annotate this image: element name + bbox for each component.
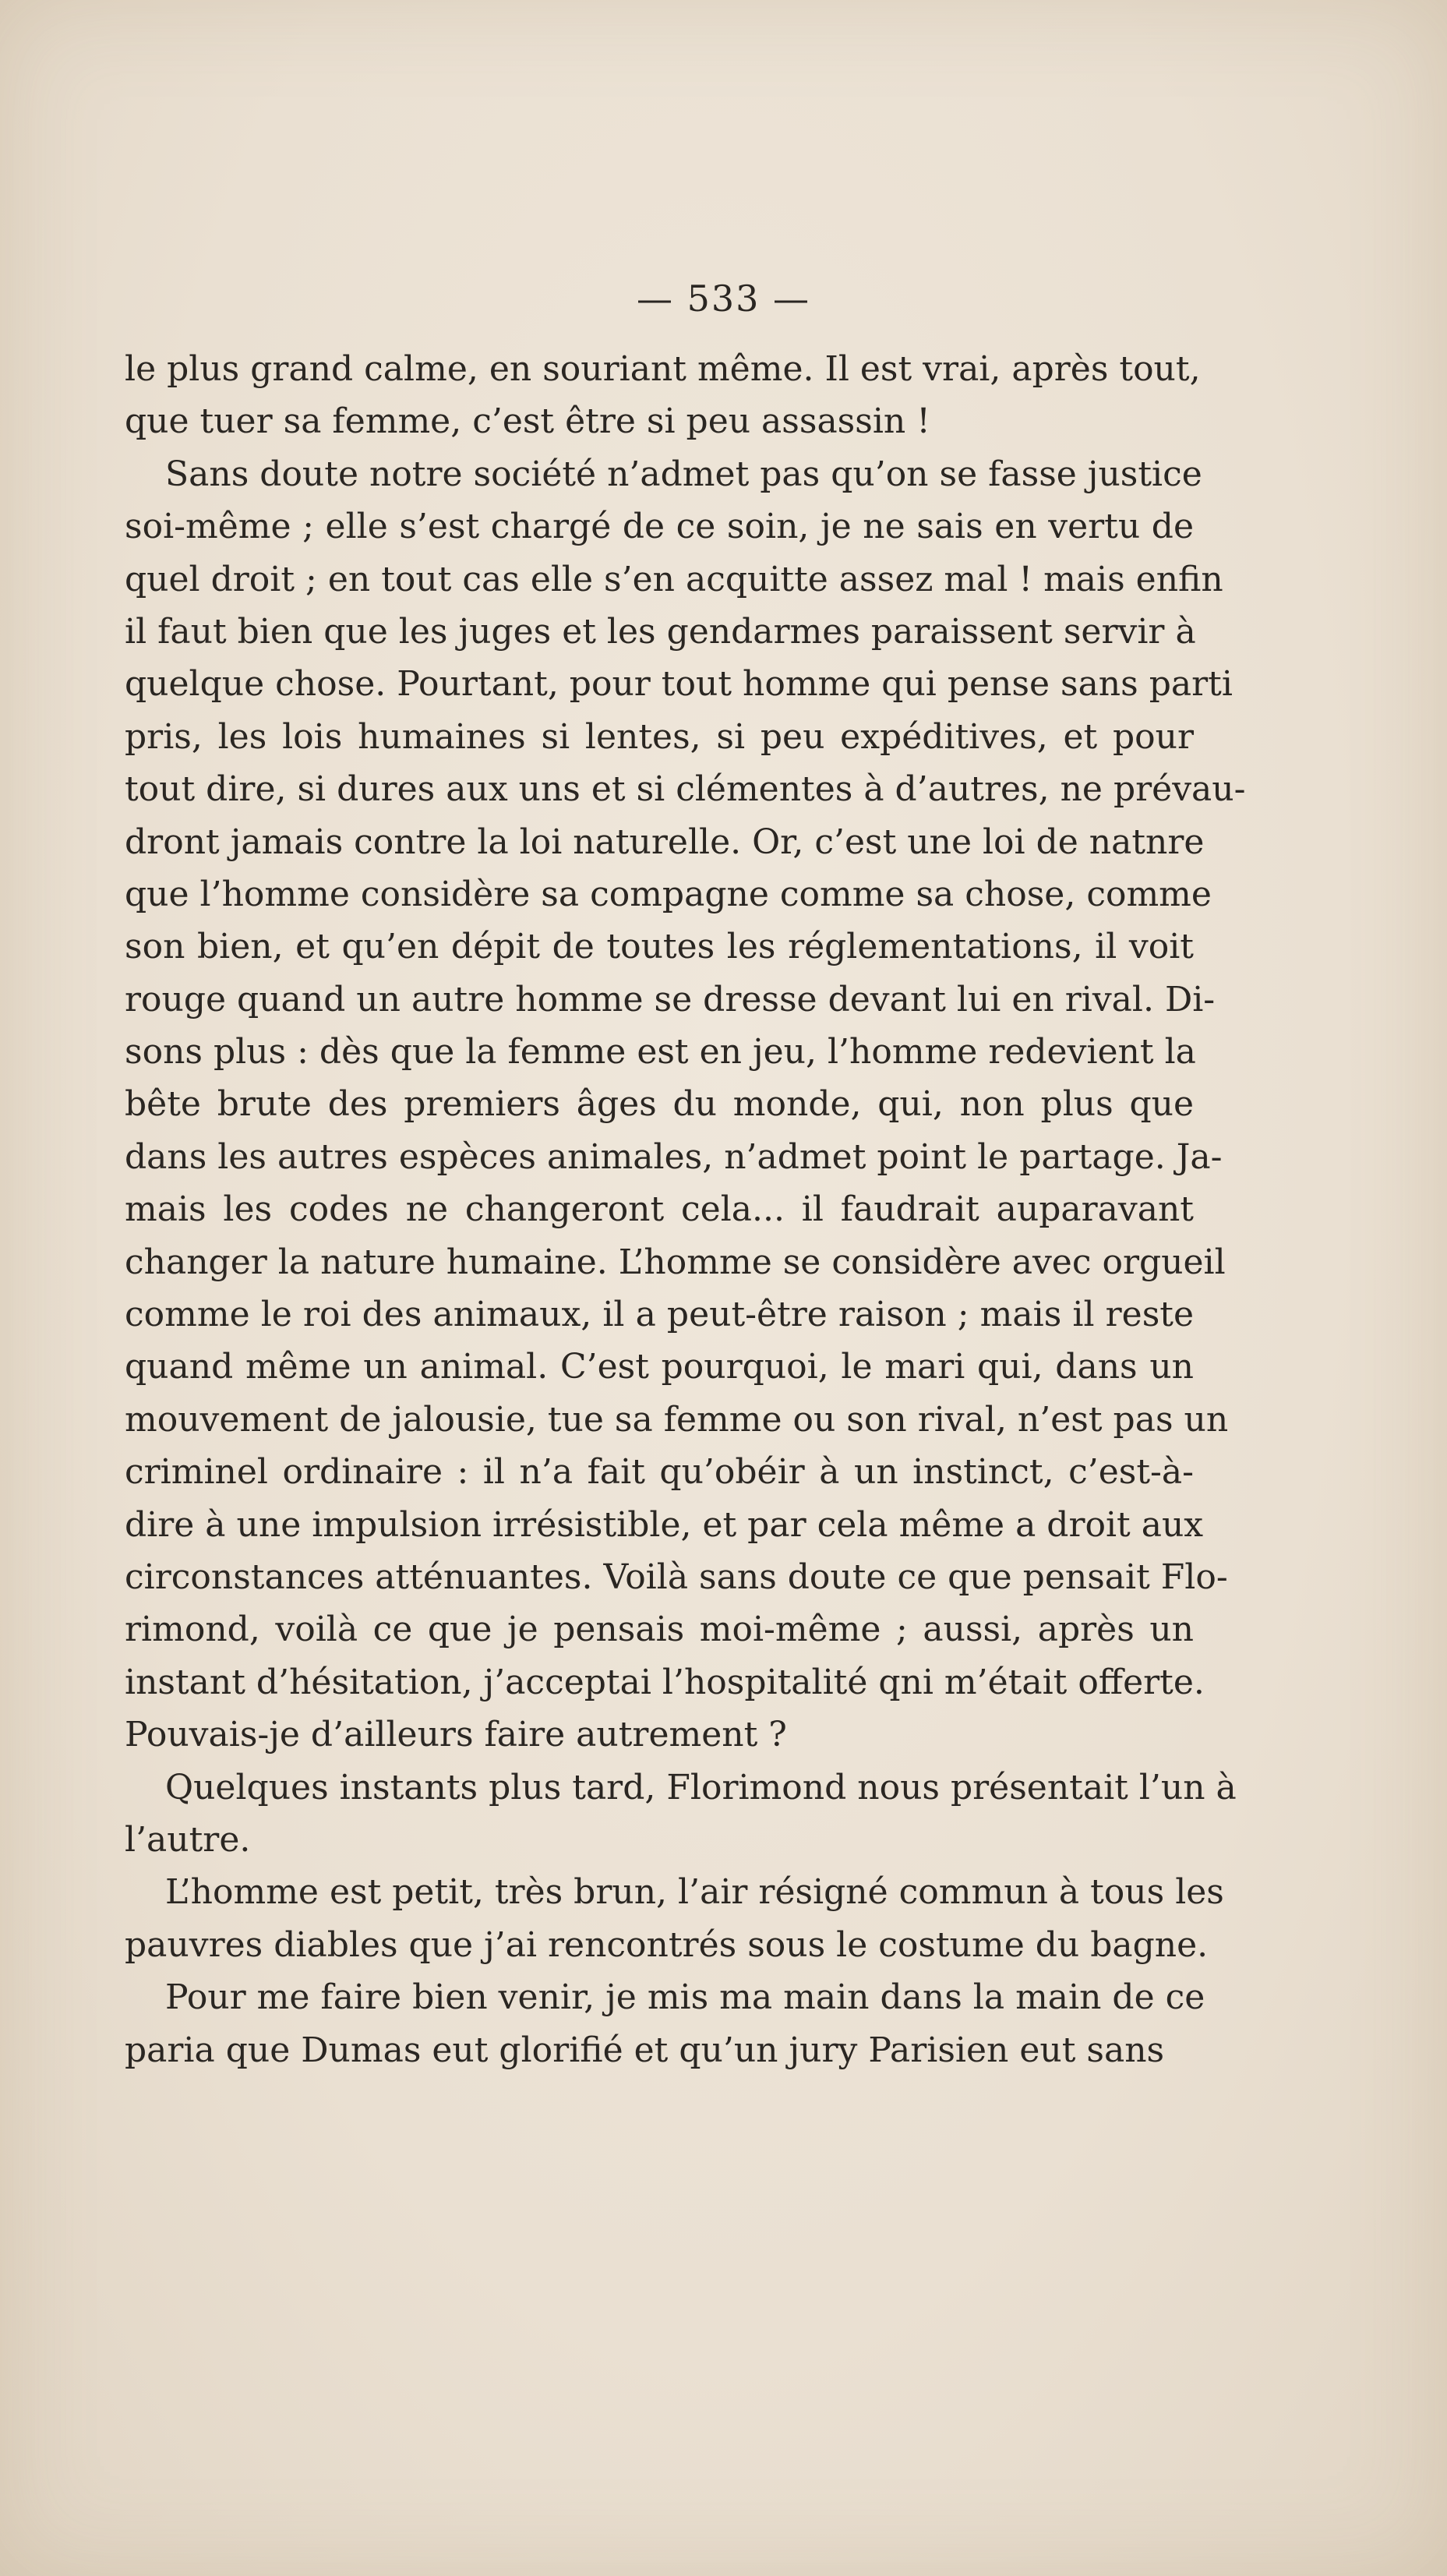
- text-line: il faut bien que les juges et les gendarmes paraissent servir à: [125, 611, 1196, 652]
- text-line: L’homme est petit, très brun, l’air résigné commun à tous les: [165, 1872, 1224, 1913]
- paragraph: [125, 1762, 1237, 1867]
- text-line: Quelques instants plus tard, Florimond nous présentait l’un à: [165, 1767, 1237, 1807]
- text-line: tout dire, si dures aux uns et si clémentes à d’autres, ne prévau-: [125, 769, 1246, 810]
- paragraph: [125, 1971, 1205, 2076]
- text-line: rouge quand un autre homme se dresse devant lui en rival. Di-: [125, 979, 1216, 1019]
- text-line: changer la nature humaine. L’homme se considère avec orgueil: [125, 1242, 1226, 1282]
- text-line: Pouvais-je d’ailleurs faire autrement ?: [125, 1715, 787, 1755]
- text-line: dire à une impulsion irrésistible, et par cela même a droit aux: [125, 1504, 1204, 1545]
- page-number: — 533 —: [636, 277, 811, 320]
- text-line: criminel ordinaire : il n’a fait qu’obéir à un instinct, c’est-à-: [125, 1452, 1194, 1493]
- text-line: bête brute des premiers âges du monde, qui, non plus que: [125, 1084, 1194, 1125]
- text-line: soi-même ; elle s’est chargé de ce soin, je ne sais en vertu de: [125, 507, 1194, 547]
- text-line: comme le roi des animaux, il a peut-être raison ; mais il reste: [125, 1295, 1194, 1335]
- paragraph: [125, 448, 1246, 1762]
- text-line: Sans doute notre société n’admet pas qu’on se fasse justice: [165, 454, 1202, 494]
- text-line: mouvement de jalousie, tue sa femme ou son rival, n’est pas un: [125, 1399, 1229, 1440]
- text-line: le plus grand calme, en souriant même. Il est vrai, après tout,: [125, 349, 1201, 389]
- text-line: rimond, voilà ce que je pensais moi-même ; aussi, après un: [125, 1610, 1194, 1650]
- paragraph: [125, 1866, 1224, 1971]
- text-line: quelque chose. Pourtant, pour tout homme qui pense sans parti: [125, 664, 1233, 705]
- text-line: sons plus : dès que la femme est en jeu, l’homme redevient la: [125, 1032, 1196, 1072]
- text-line: que l’homme considère sa compagne comme sa chose, comme: [125, 874, 1212, 914]
- paragraph: [125, 343, 1201, 448]
- text-line: pris, les lois humaines si lentes, si peu expéditives, et pour: [125, 716, 1194, 757]
- text-line: que tuer sa femme, c’est être si peu assassin !: [125, 401, 930, 442]
- body-text: [125, 343, 1246, 2076]
- text-line: mais les codes ne changeront cela... il faudrait auparavant: [125, 1189, 1194, 1230]
- text-line: Pour me faire bien venir, je mis ma main dans la main de ce: [165, 1977, 1205, 2018]
- text-line: circonstances atténuantes. Voilà sans doute ce que pensait Flo-: [125, 1557, 1228, 1597]
- text-line: son bien, et qu’en dépit de toutes les réglementations, il voit: [125, 927, 1194, 967]
- text-line: quand même un animal. C’est pourquoi, le mari qui, dans un: [125, 1347, 1194, 1387]
- text-line: quel droit ; en tout cas elle s’en acquitte assez mal ! mais enfin: [125, 559, 1223, 599]
- text-line: dront jamais contre la loi naturelle. Or, c’est une loi de natnre: [125, 822, 1205, 862]
- text-line: paria que Dumas eut glorifié et qu’un jury Parisien eut sans: [125, 2030, 1165, 2070]
- text-line: instant d’hésitation, j’acceptai l’hospitalité qni m’était offerte.: [125, 1662, 1205, 1702]
- text-line: dans les autres espèces animales, n’admet point le partage. Ja-: [125, 1136, 1223, 1177]
- text-line: l’autre.: [125, 1819, 251, 1860]
- text-line: pauvres diables que j’ai rencontrés sous le costume du bagne.: [125, 1924, 1209, 1965]
